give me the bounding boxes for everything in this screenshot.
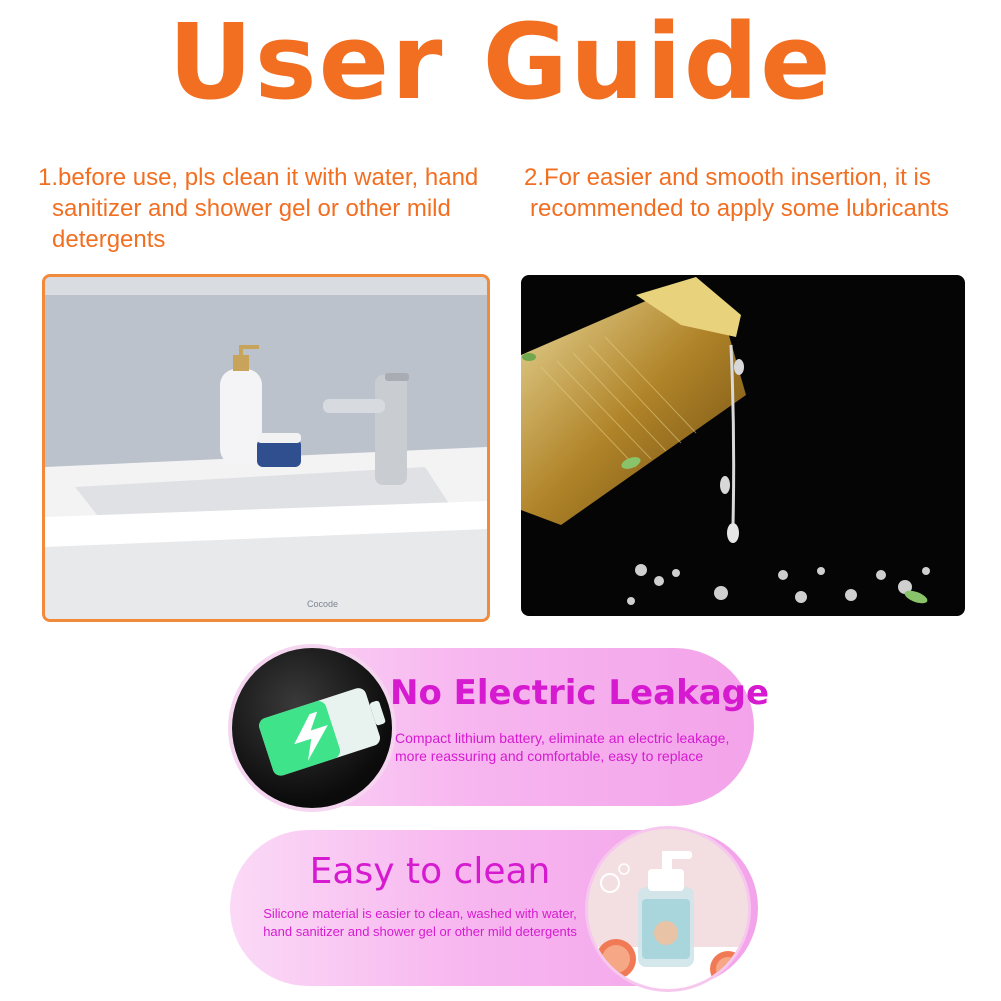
step-1-line-1: 1.before use, pls clean it with water, hand — [38, 164, 479, 191]
feature-1-desc-line-1: Compact lithium battery, eliminate an electric leakage, — [395, 730, 730, 746]
feature-2-heading: Easy to clean — [309, 851, 551, 892]
step-1-line-3: detergents — [52, 226, 166, 253]
sink-illustration — [45, 277, 487, 619]
soap-bottle-badge — [588, 829, 748, 989]
feature-2-desc-line-2: hand sanitizer and shower gel or other mild detergents — [263, 924, 577, 939]
step-2-line-1: 2.For easier and smooth insertion, it is — [524, 164, 931, 191]
feature-1-desc-line-2: more reassuring and comfortable, easy to replace — [395, 748, 704, 764]
step-2-line-2: recommended to apply some lubricants — [530, 195, 949, 222]
step-1-line-2: sanitizer and shower gel or other mild — [52, 195, 451, 222]
sink-photo — [42, 274, 490, 622]
feature-1-description — [395, 729, 745, 765]
sink-brand-label: Cocode — [307, 599, 339, 609]
feature-2-description — [250, 905, 590, 941]
step-1-instruction — [38, 162, 498, 255]
battery-badge — [232, 648, 392, 808]
lubricant-illustration — [521, 275, 965, 616]
foam-soap-bottle-icon — [588, 829, 748, 989]
feature-1-heading: No Electric Leakage — [390, 673, 770, 713]
step-2-instruction — [524, 162, 994, 224]
lubricant-photo — [521, 275, 965, 616]
feature-2-desc-line-1: Silicone material is easier to clean, washed with water, — [263, 906, 577, 921]
battery-icon — [232, 648, 392, 808]
page-title: User Guide — [168, 1, 833, 123]
